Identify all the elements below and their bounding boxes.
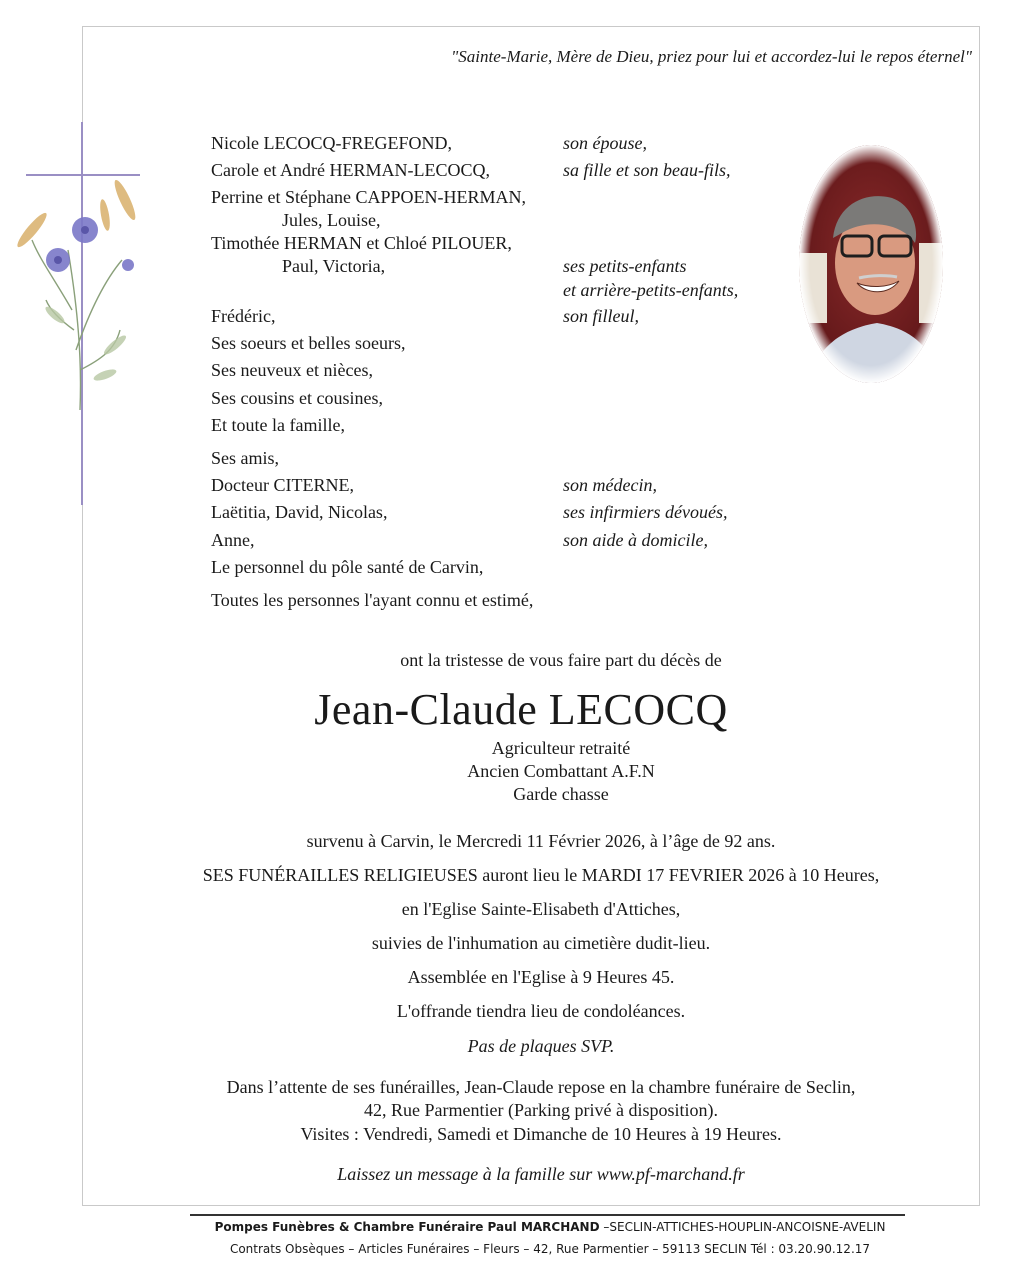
- portrait-photo: [797, 143, 945, 385]
- footer-contact-line: Contrats Obsèques – Articles Funéraires – Fleurs – 42, Rue Parmentier – 59113 SECLIN Tél : 03.20.90.12.17: [229, 1242, 871, 1256]
- deceased-title: Ancien Combattant A.F.N: [467, 761, 655, 781]
- detail-line: Assemblée en l'Eglise à 9 Heures 45.: [407, 967, 675, 987]
- relation-label: son épouse,: [563, 133, 647, 153]
- detail-line: en l'Eglise Sainte-Elisabeth d'Attiches,: [401, 899, 681, 919]
- relation-label: et arrière-petits-enfants,: [563, 280, 739, 300]
- footer-divider: [190, 1214, 905, 1216]
- deceased-title: Agriculteur retraité: [491, 738, 631, 758]
- family-line: Paul, Victoria,: [282, 256, 386, 276]
- family-line: Ses soeurs et belles soeurs,: [211, 333, 406, 353]
- deceased-name: Jean-Claude LECOCQ: [314, 685, 728, 734]
- cornflower-wheat-icon: [10, 160, 150, 420]
- family-line: Carole et André HERMAN-LECOCQ,: [211, 160, 490, 180]
- website-message: Laissez un message à la famille sur www.pf-marchand.fr: [337, 1164, 745, 1184]
- family-line: Nicole LECOCQ-FREGEFOND,: [211, 133, 452, 153]
- family-line: Perrine et Stéphane CAPPOEN-HERMAN,: [211, 187, 526, 207]
- prayer-quote: "Sainte-Marie, Mère de Dieu, priez pour lui et accordez-lui le repos éternel": [451, 47, 972, 66]
- footer-company-line: [150, 1220, 950, 1234]
- deceased-title: Garde chasse: [513, 784, 609, 804]
- family-line: Frédéric,: [211, 306, 276, 326]
- rest-info-line: 42, Rue Parmentier (Parking privé à disposition).: [364, 1100, 718, 1120]
- company-name: Pompes Funèbres & Chambre Funéraire Paul MARCHAND: [214, 1220, 600, 1234]
- no-plaques-note: Pas de plaques SVP.: [467, 1036, 615, 1056]
- family-line: Timothée HERMAN et Chloé PILOUER,: [211, 233, 512, 253]
- relation-label: ses infirmiers dévoués,: [563, 502, 728, 522]
- family-line: Et toute la famille,: [211, 415, 345, 435]
- detail-line: SES FUNÉRAILLES RELIGIEUSES auront lieu le MARDI 17 FEVRIER 2026 à 10 Heures,: [202, 865, 880, 885]
- relation-label: sa fille et son beau-fils,: [563, 160, 731, 180]
- family-line: Le personnel du pôle santé de Carvin,: [211, 557, 484, 577]
- relation-label: son filleul,: [563, 306, 639, 326]
- announcement: ont la tristesse de vous faire part du décès de: [400, 650, 722, 670]
- family-line: Laëtitia, David, Nicolas,: [211, 502, 388, 522]
- relation-label: ses petits-enfants: [563, 256, 687, 276]
- family-line: Ses cousins et cousines,: [211, 388, 383, 408]
- family-line: Ses neuveux et nièces,: [211, 360, 373, 380]
- relation-label: son médecin,: [563, 475, 657, 495]
- family-line: Jules, Louise,: [282, 210, 381, 230]
- family-line: Anne,: [211, 530, 255, 550]
- detail-line: survenu à Carvin, le Mercredi 11 Février 2026, à l’âge de 92 ans.: [306, 831, 776, 851]
- rest-info-line: Visites : Vendredi, Samedi et Dimanche de 10 Heures à 19 Heures.: [300, 1124, 782, 1144]
- detail-line: L'offrande tiendra lieu de condoléances.: [396, 1001, 686, 1021]
- relation-label: son aide à domicile,: [563, 530, 708, 550]
- detail-line: suivies de l'inhumation au cimetière dudit-lieu.: [371, 933, 711, 953]
- rest-info-line: Dans l’attente de ses funérailles, Jean-Claude repose en la chambre funéraire de Seclin,: [226, 1077, 856, 1097]
- family-line: Toutes les personnes l'ayant connu et estimé,: [211, 590, 534, 610]
- company-towns: –SECLIN-ATTICHES-HOUPLIN-ANCOISNE-AVELIN: [599, 1220, 886, 1234]
- family-line: Ses amis,: [211, 448, 280, 468]
- family-line: Docteur CITERNE,: [211, 475, 354, 495]
